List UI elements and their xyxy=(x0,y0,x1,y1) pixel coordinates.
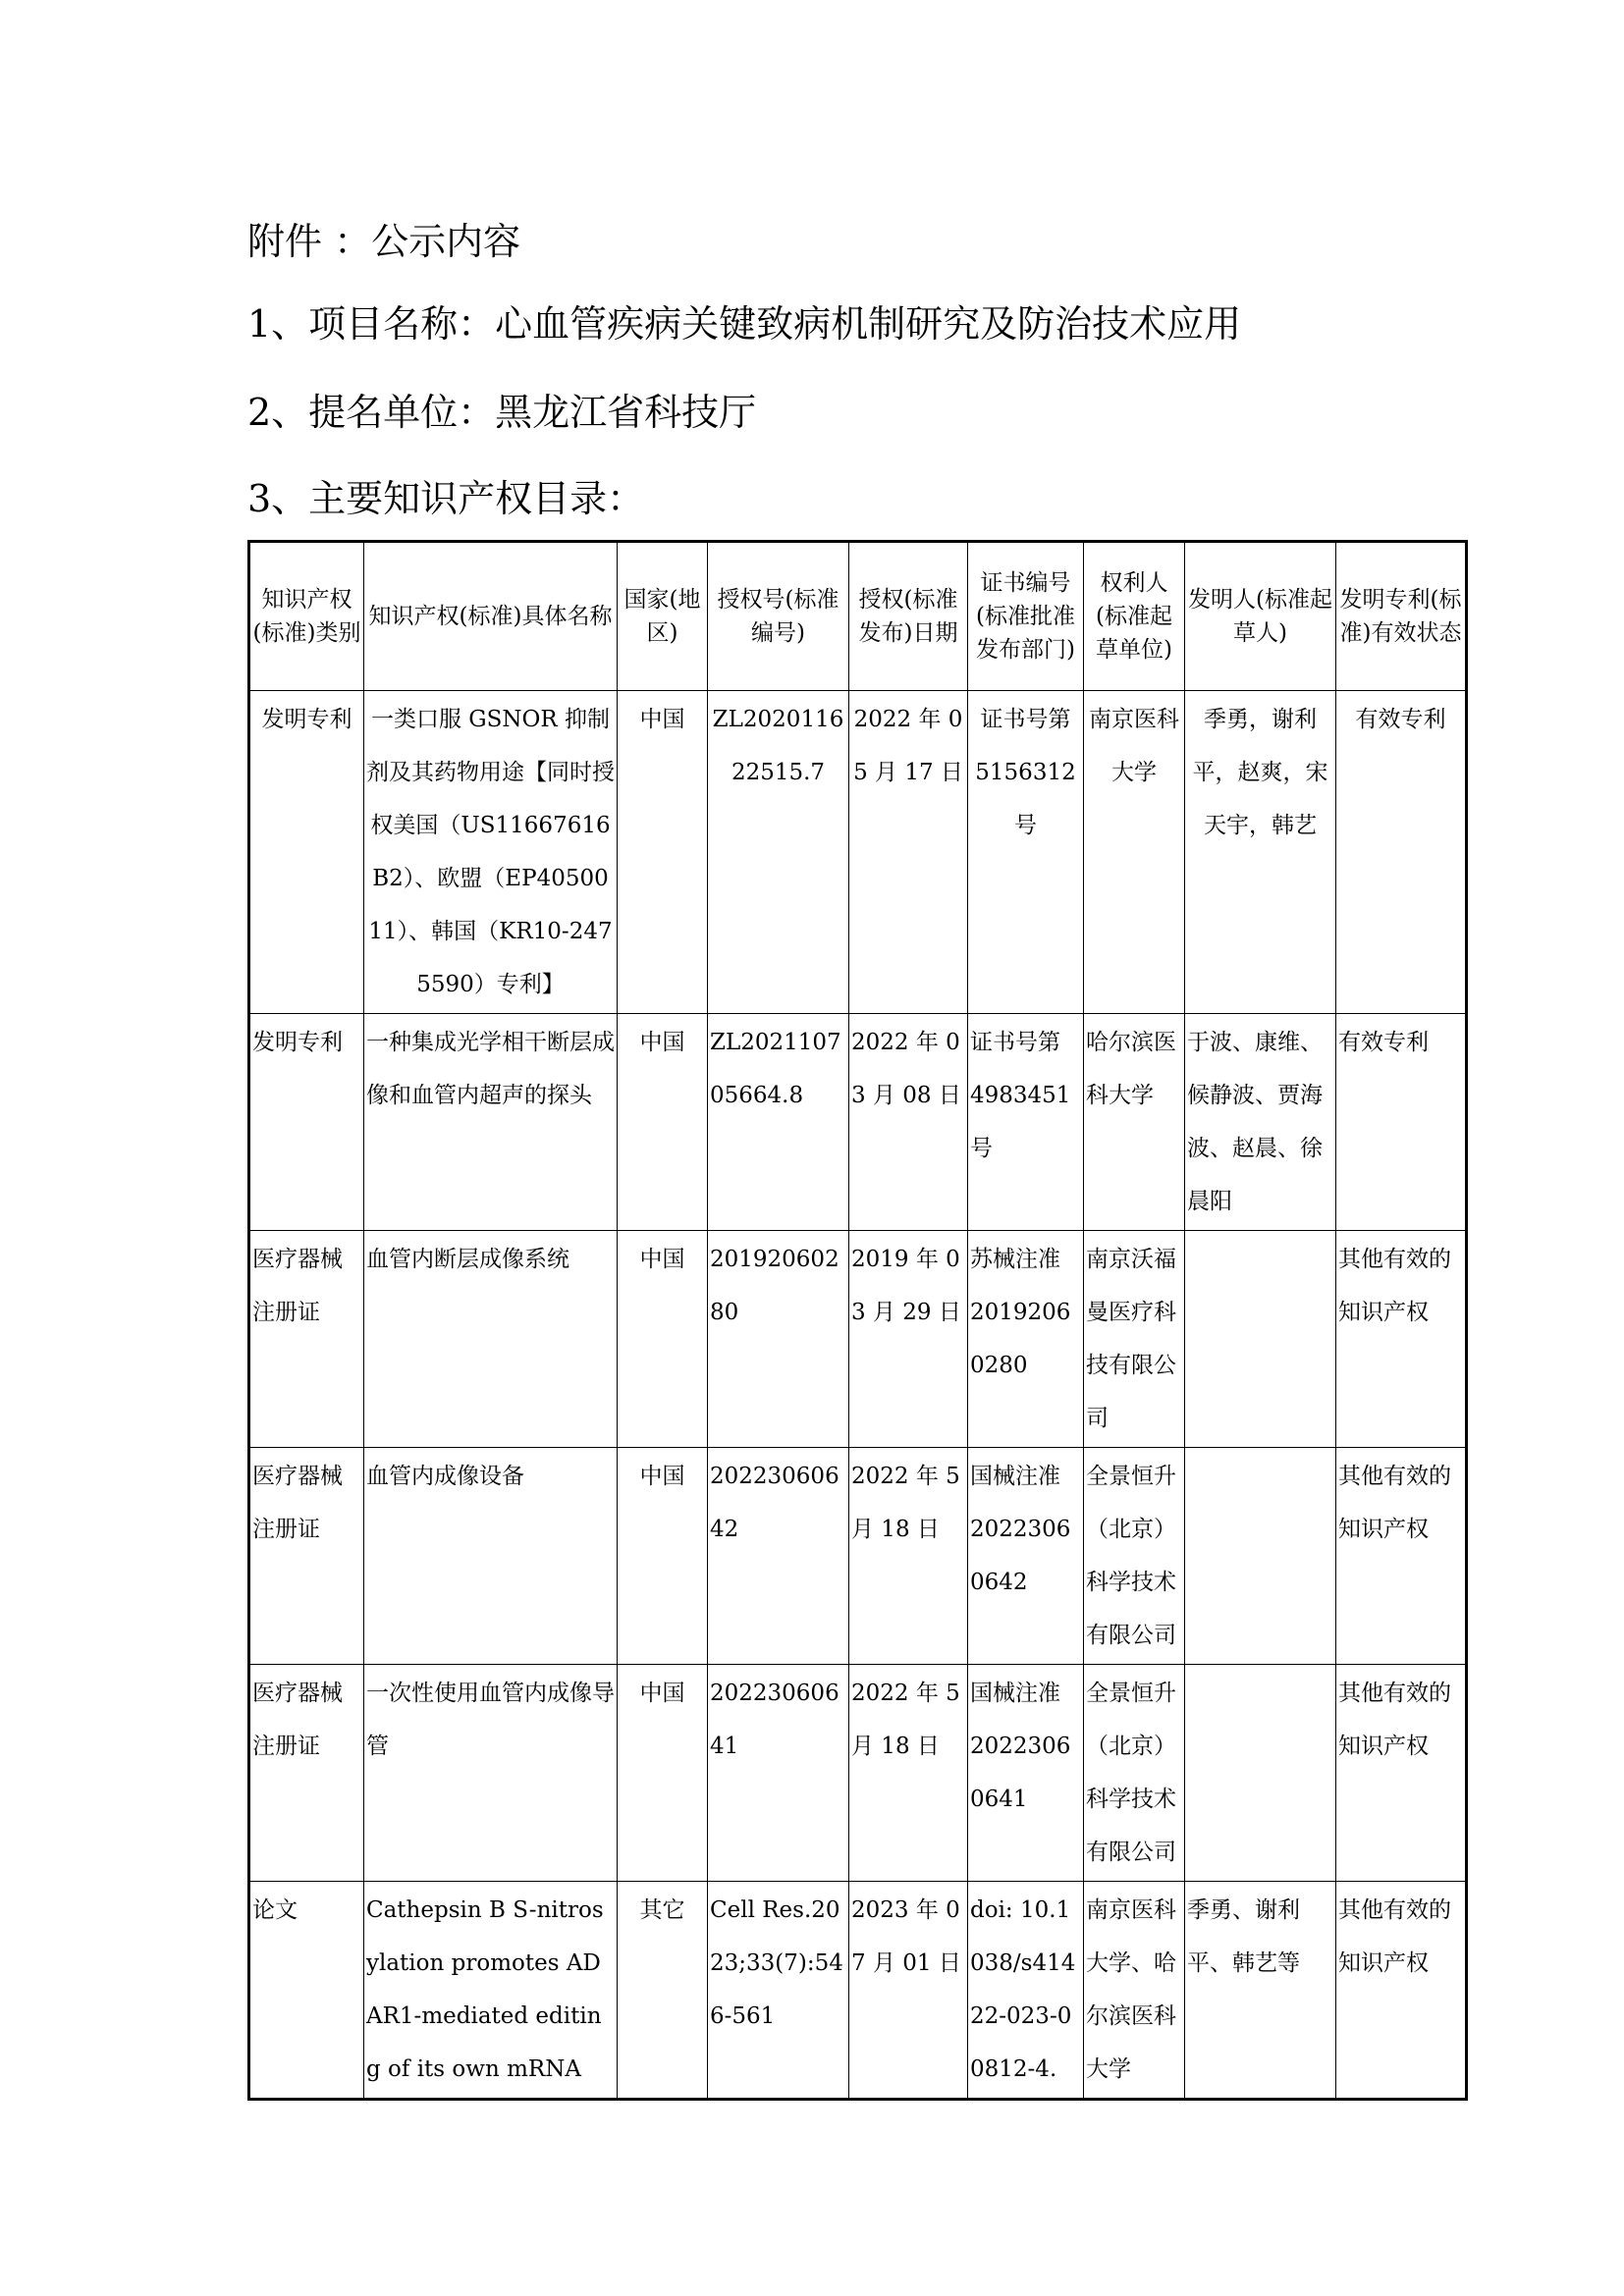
project-name-heading: 1、项目名称：心血管疾病关键致病机制研究及防治技术应用 xyxy=(247,302,1242,346)
cell-date: 2022 年 5 月 18 日 xyxy=(849,1448,968,1665)
cell-holder: 南京医科大学、哈尔滨医科大学 xyxy=(1084,1882,1185,2100)
cell-country: 中国 xyxy=(618,691,708,1014)
header-country: 国家(地区) xyxy=(618,542,708,691)
cell-category: 发明专利 xyxy=(249,1014,364,1231)
cell-cert-no: 国械注准 20223060642 xyxy=(968,1448,1084,1665)
cell-cert-no: 证书号第 5156312 号 xyxy=(968,691,1084,1014)
cell-date: 2023 年 07 月 01 日 xyxy=(849,1882,968,2100)
cell-country: 中国 xyxy=(618,1665,708,1882)
cell-inventors: 季勇，谢利平，赵爽，宋天宇，韩艺 xyxy=(1185,691,1336,1014)
cell-cert-no: doi: 10.1038/s41422-023-00812-4. xyxy=(968,1882,1084,2100)
header-status: 发明专利(标准)有效状态 xyxy=(1336,542,1467,691)
cell-holder: 全景恒升（北京）科学技术有限公司 xyxy=(1084,1448,1185,1665)
cell-holder: 全景恒升（北京）科学技术有限公司 xyxy=(1084,1665,1185,1882)
cell-status: 其他有效的知识产权 xyxy=(1336,1665,1467,1882)
annex-heading: 附件 ：公示内容 xyxy=(247,220,521,263)
cell-name: 一类口服 GSNOR 抑制剂及其药物用途【同时授权美国（US11667616B2）、欧盟（EP4050011）、韩国（KR10-2475590）专利】 xyxy=(364,691,618,1014)
cell-grant-no: ZL202011622515.7 xyxy=(708,691,849,1014)
cell-inventors: 于波、康维、候静波、贾海波、赵晨、徐晨阳 xyxy=(1185,1014,1336,1231)
ip-catalog-heading: 3、主要知识产权目录： xyxy=(247,477,645,520)
cell-name: 一种集成光学相干断层成像和血管内超声的探头 xyxy=(364,1014,618,1231)
table-row xyxy=(249,1231,1467,1448)
table-row xyxy=(249,1014,1467,1231)
cell-name: 一次性使用血管内成像导管 xyxy=(364,1665,618,1882)
header-grant-no: 授权号(标准编号) xyxy=(708,542,849,691)
cell-country: 中国 xyxy=(618,1448,708,1665)
cell-status: 有效专利 xyxy=(1336,1014,1467,1231)
cell-inventors: 季勇、谢利平、韩艺等 xyxy=(1185,1882,1336,2100)
cell-grant-no: 20223060642 xyxy=(708,1448,849,1665)
cell-date: 2022 年 03 月 08 日 xyxy=(849,1014,968,1231)
nominator-heading: 2、提名单位：黑龙江省科技厅 xyxy=(247,391,757,434)
cell-holder: 南京沃福曼医疗科技有限公司 xyxy=(1084,1231,1185,1448)
cell-inventors xyxy=(1185,1665,1336,1882)
table-row xyxy=(249,1448,1467,1665)
cell-category: 发明专利 xyxy=(249,691,364,1014)
cell-inventors xyxy=(1185,1448,1336,1665)
cell-cert-no: 国械注准 20223060641 xyxy=(968,1665,1084,1882)
table-row xyxy=(249,1665,1467,1882)
table-row xyxy=(249,691,1467,1014)
cell-name: 血管内断层成像系统 xyxy=(364,1231,618,1448)
cell-country: 中国 xyxy=(618,1231,708,1448)
cell-status: 其他有效的知识产权 xyxy=(1336,1448,1467,1665)
cell-name: Cathepsin B S-nitrosylation promotes ADAR1-mediated editing of its own mRNA xyxy=(364,1882,618,2100)
table-header-row xyxy=(249,542,1467,691)
cell-date: 2022 年 5 月 18 日 xyxy=(849,1665,968,1882)
cell-category: 医疗器械注册证 xyxy=(249,1448,364,1665)
header-holder: 权利人(标准起草单位) xyxy=(1084,542,1185,691)
cell-category: 医疗器械注册证 xyxy=(249,1665,364,1882)
cell-category: 论文 xyxy=(249,1882,364,2100)
cell-status: 有效专利 xyxy=(1336,691,1467,1014)
cell-cert-no: 苏械注准 20192060280 xyxy=(968,1231,1084,1448)
cell-holder: 哈尔滨医科大学 xyxy=(1084,1014,1185,1231)
cell-inventors xyxy=(1185,1231,1336,1448)
cell-holder: 南京医科大学 xyxy=(1084,691,1185,1014)
cell-grant-no: ZL202110705664.8 xyxy=(708,1014,849,1231)
table-row xyxy=(249,1882,1467,2100)
cell-country: 其它 xyxy=(618,1882,708,2100)
header-cert-no: 证书编号(标准批准发布部门) xyxy=(968,542,1084,691)
cell-country: 中国 xyxy=(618,1014,708,1231)
cell-date: 2019 年 03 月 29 日 xyxy=(849,1231,968,1448)
header-date: 授权(标准发布)日期 xyxy=(849,542,968,691)
header-inventors: 发明人(标准起草人) xyxy=(1185,542,1336,691)
cell-category: 医疗器械注册证 xyxy=(249,1231,364,1448)
header-name: 知识产权(标准)具体名称 xyxy=(364,542,618,691)
header-category: 知识产权(标准)类别 xyxy=(249,542,364,691)
cell-name: 血管内成像设备 xyxy=(364,1448,618,1665)
cell-grant-no: Cell Res.2023;33(7):546-561 xyxy=(708,1882,849,2100)
cell-grant-no: 20192060280 xyxy=(708,1231,849,1448)
cell-cert-no: 证书号第 4983451 号 xyxy=(968,1014,1084,1231)
cell-status: 其他有效的知识产权 xyxy=(1336,1882,1467,2100)
cell-date: 2022 年 05 月 17 日 xyxy=(849,691,968,1014)
ip-catalog-table xyxy=(247,540,1468,2101)
cell-status: 其他有效的知识产权 xyxy=(1336,1231,1467,1448)
cell-grant-no: 20223060641 xyxy=(708,1665,849,1882)
